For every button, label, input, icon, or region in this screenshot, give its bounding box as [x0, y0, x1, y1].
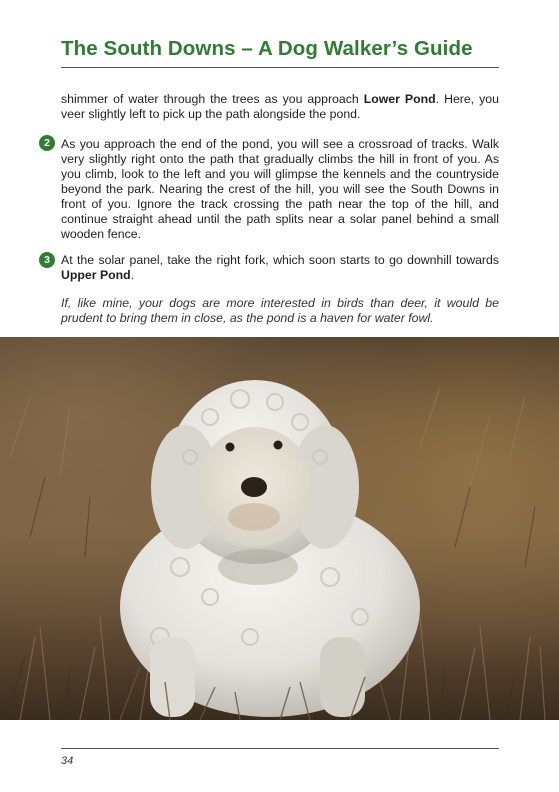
place-upper-pond: Upper Pond	[61, 268, 131, 282]
dog-photo-illustration	[0, 337, 559, 720]
paragraph-continuation	[61, 92, 499, 122]
p1-text-c: . Here, you veer slightly left to pick up the path alongside the pond.	[61, 92, 499, 121]
paragraph-step-2: As you approach the end of the pond, you will see a crossroad of tracks. Walk very slightly right onto the path that gradually climbs the hill in front of you. As you climb, look to the left and you will glimpse the kennels and the countryside beyond the park. Nearing the crest of the hill, you will see the South Downs in front of you. Ignore the track crossing the path near the top of the hill, and continue straight ahead until the path splits near a solar panel behind a small wooden fence.	[61, 137, 499, 241]
italic-tip: If, like mine, your dogs are more interested in birds than deer, it would be prudent to bring them in close, as the pond is a haven for water fowl.	[61, 296, 499, 325]
place-lower-pond: Lower Pond	[363, 92, 436, 106]
p1-text-a: shimmer of water through the trees as you approach	[61, 92, 364, 106]
paragraph-step-3	[61, 253, 499, 283]
page-number: 34	[61, 755, 74, 767]
title-dash: –	[241, 37, 253, 60]
title-main: The South Downs	[61, 37, 236, 60]
step-3-badge: 3	[39, 252, 55, 268]
step-2-badge: 2	[39, 135, 55, 151]
header-rule	[61, 67, 499, 68]
p3-text-a: At the solar panel, take the right fork, which soon starts to go downhill towards	[61, 253, 499, 267]
page-title	[61, 37, 473, 61]
dog-photo	[0, 337, 559, 720]
p3-text-c: .	[130, 268, 135, 282]
footer-rule	[61, 748, 499, 749]
title-sub: A Dog Walker’s Guide	[257, 37, 473, 60]
